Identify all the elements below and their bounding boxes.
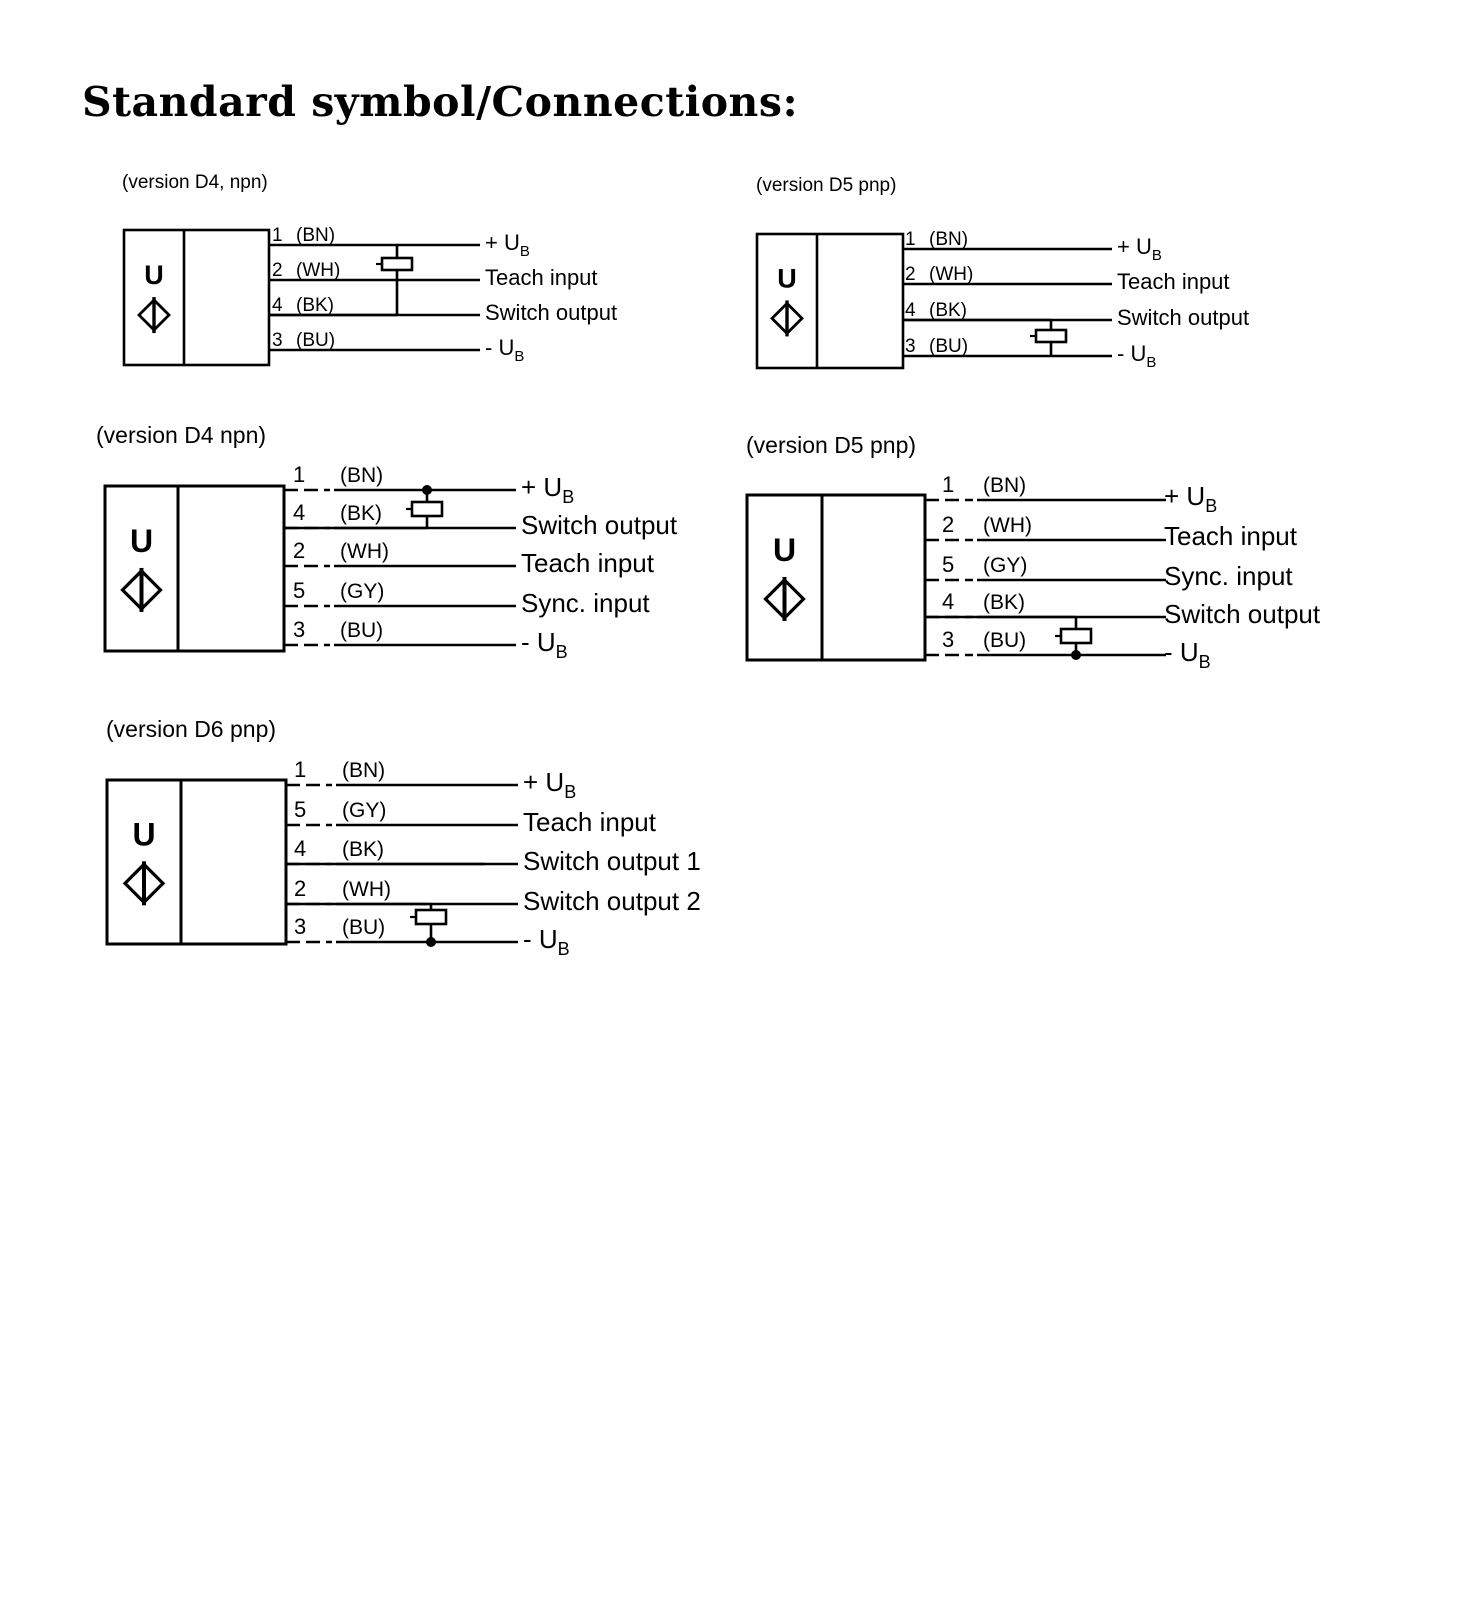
ub-sign: + xyxy=(485,230,504,255)
wire-label: Teach input xyxy=(1117,269,1230,294)
pin-number: 5 xyxy=(942,552,955,577)
wire-2 xyxy=(903,264,1230,294)
wire-label: Switch output xyxy=(521,510,678,540)
wire-2 xyxy=(286,876,701,916)
wire-color: (GY) xyxy=(342,799,387,822)
ub-subscript: B xyxy=(557,939,570,959)
ub-sign: - xyxy=(485,335,499,360)
wire-color: (GY) xyxy=(983,554,1028,577)
ub-sign: + xyxy=(521,472,544,502)
wire-1 xyxy=(286,757,576,802)
junction-dot xyxy=(426,937,436,947)
wire-1 xyxy=(269,225,530,260)
sensor-body xyxy=(107,780,286,944)
ub-subscript: B xyxy=(564,782,577,802)
wire-5 xyxy=(284,578,650,618)
wire-4 xyxy=(284,500,678,540)
pin-number: 3 xyxy=(905,336,916,357)
wire-label xyxy=(1164,637,1211,672)
pin-number: 3 xyxy=(294,914,307,939)
wire-color: (BU) xyxy=(342,916,386,939)
wire-5 xyxy=(286,797,657,837)
wire-label xyxy=(485,335,524,365)
diagram-3 xyxy=(96,422,678,662)
sensor-body xyxy=(124,230,269,365)
ub-sign: + xyxy=(523,767,546,797)
wire-label: Teach input xyxy=(521,548,654,578)
wire-label xyxy=(521,472,574,507)
wire-4 xyxy=(903,300,1249,330)
page-title: Standard symbol/Connections: xyxy=(82,78,799,126)
sensor-letter: U xyxy=(772,532,797,568)
ub-letter: U xyxy=(503,230,520,255)
wire-3 xyxy=(269,330,524,365)
wire-4 xyxy=(286,836,701,876)
wire-label: Switch output 1 xyxy=(523,846,701,876)
wire-color: (BN) xyxy=(929,229,969,250)
relay-load-icon xyxy=(406,485,442,528)
wire-color: (BK) xyxy=(983,591,1025,614)
wire-color: (BN) xyxy=(296,225,336,246)
diagram-caption: (version D6 pnp) xyxy=(106,716,277,742)
wire-1 xyxy=(925,472,1217,516)
pin-number: 2 xyxy=(905,264,916,285)
sensor-letter: U xyxy=(777,263,797,294)
wire-1 xyxy=(284,462,574,507)
ub-subscript: B xyxy=(1205,496,1218,516)
pin-number: 2 xyxy=(293,538,306,563)
ub-letter: U xyxy=(543,472,563,502)
ub-sign: + xyxy=(1117,234,1136,259)
wire-4 xyxy=(269,295,617,325)
diagram-caption: (version D4 npn) xyxy=(96,422,267,448)
wire-label: Switch output xyxy=(1117,305,1250,330)
pin-number: 3 xyxy=(272,330,283,351)
wire-3 xyxy=(284,617,568,662)
wire-color: (BU) xyxy=(983,629,1027,652)
pin-number: 5 xyxy=(293,578,306,603)
ub-letter: U xyxy=(536,627,556,657)
sensor-body xyxy=(105,486,284,651)
diagram-caption: (version D5 pnp) xyxy=(756,175,897,196)
sensor-letter: U xyxy=(129,523,154,559)
ub-letter: U xyxy=(545,767,565,797)
pin-number: 1 xyxy=(905,229,916,250)
wire-color: (BK) xyxy=(296,295,334,316)
junction-dot xyxy=(422,485,432,495)
wire-1 xyxy=(903,229,1162,264)
ultrasonic-symbol-icon xyxy=(139,297,169,333)
wire-label: Sync. input xyxy=(521,588,650,618)
wire-5 xyxy=(925,552,1293,591)
wire-color: (BU) xyxy=(929,336,969,357)
wire-color: (BN) xyxy=(983,474,1027,497)
ub-sign: - xyxy=(1164,637,1180,667)
wire-label xyxy=(1117,341,1156,371)
ub-sign: - xyxy=(521,627,537,657)
wire-label: Teach input xyxy=(1164,521,1297,551)
diagram-5 xyxy=(106,716,701,959)
ub-letter: U xyxy=(538,924,558,954)
ub-sign: + xyxy=(1164,481,1187,511)
pin-number: 1 xyxy=(272,225,283,246)
diagram-4 xyxy=(746,432,1321,672)
wire-color: (BK) xyxy=(929,300,967,321)
ultrasonic-symbol-icon xyxy=(125,861,163,905)
pin-number: 3 xyxy=(293,617,306,642)
wire-color: (BU) xyxy=(296,330,336,351)
pin-number: 1 xyxy=(942,472,955,497)
wire-label xyxy=(1117,234,1162,264)
ub-subscript: B xyxy=(562,487,575,507)
ultrasonic-symbol-icon xyxy=(123,568,161,612)
ub-subscript: B xyxy=(1198,652,1211,672)
sensor-letter: U xyxy=(132,816,156,853)
pin-number: 4 xyxy=(942,589,955,614)
wire-color: (BN) xyxy=(342,759,386,782)
wire-color: (BK) xyxy=(340,502,382,525)
wire-label xyxy=(1164,481,1217,516)
pin-number: 1 xyxy=(294,757,307,782)
sensor-letter: U xyxy=(144,260,164,290)
ub-subscript: B xyxy=(1151,247,1162,264)
wire-label: Sync. input xyxy=(1164,561,1293,591)
wire-2 xyxy=(284,538,655,578)
wire-color: (WH) xyxy=(340,540,389,563)
wire-color: (WH) xyxy=(929,264,974,285)
pin-number: 3 xyxy=(942,627,955,652)
pin-number: 2 xyxy=(272,260,283,281)
ub-letter: U xyxy=(1130,341,1147,366)
pin-number: 5 xyxy=(294,797,307,822)
wire-color: (WH) xyxy=(296,260,341,281)
relay-load-icon xyxy=(410,904,446,947)
ub-letter: U xyxy=(1135,234,1152,259)
wire-2 xyxy=(269,260,598,290)
pin-number: 1 xyxy=(293,462,306,487)
junction-dot xyxy=(1071,650,1081,660)
wire-label: Teach input xyxy=(523,807,656,837)
pin-number: 2 xyxy=(942,512,955,537)
sensor-body xyxy=(757,234,903,368)
pin-number: 2 xyxy=(294,876,307,901)
pin-number: 4 xyxy=(294,836,307,861)
wire-color: (GY) xyxy=(340,580,385,603)
ub-sign: - xyxy=(523,924,539,954)
wire-label: Switch output xyxy=(485,300,618,325)
wire-color: (WH) xyxy=(342,878,391,901)
wire-label xyxy=(523,924,570,959)
ub-sign: - xyxy=(1117,341,1131,366)
wire-4 xyxy=(925,589,1321,629)
ultrasonic-symbol-icon xyxy=(772,300,802,336)
wire-label xyxy=(521,627,568,662)
wire-color: (BN) xyxy=(340,464,384,487)
pin-number: 4 xyxy=(272,295,283,316)
wire-color: (WH) xyxy=(983,514,1032,537)
wire-label: Switch output 2 xyxy=(523,886,701,916)
diagram-caption: (version D5 pnp) xyxy=(746,432,917,458)
wire-2 xyxy=(925,512,1298,551)
wire-3 xyxy=(903,336,1156,371)
ultrasonic-symbol-icon xyxy=(766,577,804,621)
ub-letter: U xyxy=(1179,637,1199,667)
sensor-body xyxy=(747,495,925,660)
ub-letter: U xyxy=(498,335,515,360)
pin-number: 4 xyxy=(905,300,916,321)
ub-subscript: B xyxy=(1146,354,1157,371)
relay-load-icon xyxy=(1055,617,1091,660)
pin-number: 4 xyxy=(293,500,306,525)
wire-color: (BK) xyxy=(342,838,384,861)
wire-label xyxy=(485,230,530,260)
ub-subscript: B xyxy=(555,642,568,662)
relay-load-icon xyxy=(1030,320,1066,356)
wire-label: Teach input xyxy=(485,265,598,290)
diagram-caption: (version D4, npn) xyxy=(122,172,268,193)
ub-letter: U xyxy=(1186,481,1206,511)
diagram-1 xyxy=(122,172,617,365)
ub-subscript: B xyxy=(519,243,530,260)
wire-color: (BU) xyxy=(340,619,384,642)
diagram-2 xyxy=(756,175,1249,371)
ub-subscript: B xyxy=(514,348,525,365)
wire-label: Switch output xyxy=(1164,599,1321,629)
wire-label xyxy=(523,767,576,802)
